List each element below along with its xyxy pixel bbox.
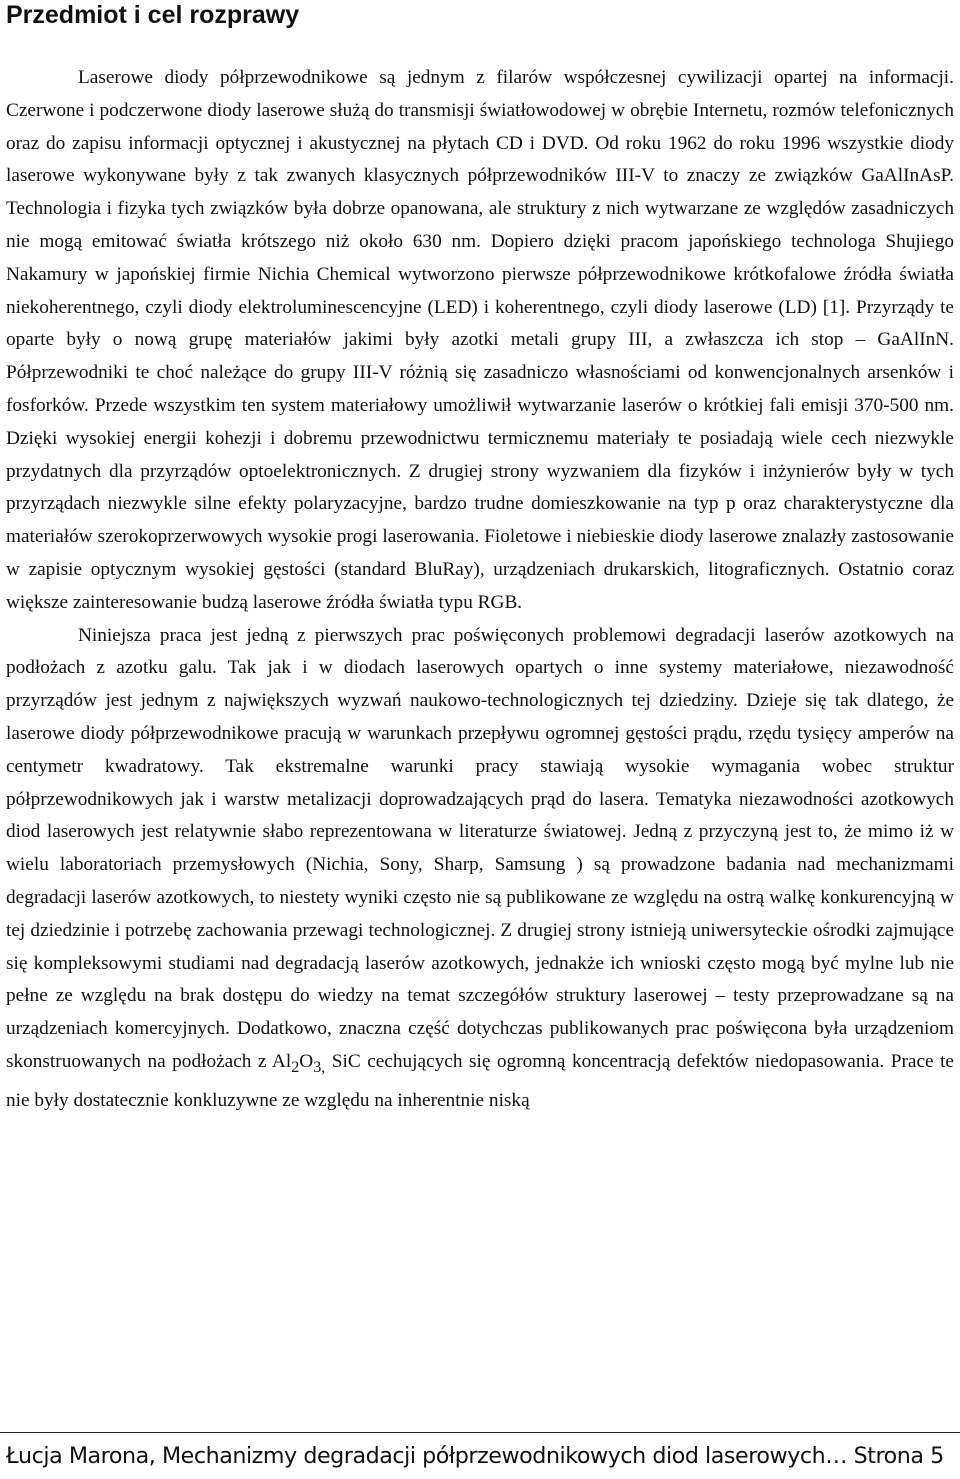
paragraph-2-text-end: SiC cechujących się ogromną koncentracją defektów niedopasowania. Prace te nie były dostatecznie konkluzywne ze względu na inherentnie niską	[6, 1050, 954, 1111]
section-heading: Przedmiot i cel rozprawy	[6, 1, 300, 29]
formula-sub-3: 3,	[313, 1058, 326, 1076]
formula-al2o3	[271, 1050, 326, 1076]
footer-text: Łucja Marona, Mechanizmy degradacji półprzewodnikowych diod laserowych… Strona 5	[6, 1443, 944, 1469]
paragraph-2-text: Niniejsza praca jest jedną z pierwszych prac poświęconych problemowi degradacji laserów azotkowych na podłożach z azotku galu. Tak jak i w diodach laserowych opartych o inne systemy materiałowe, niezawodność przyrządów jest jednym z największych wyzwań naukowo-technologicznych tej dziedziny. Dzieje się tak dlatego, że laserowe diody półprzewodnikowe pracują w warunkach przepływu ogromnej gęstości prądu, rzędu tysięcy amperów na centymetr kwadratowy. Tak ekstremalne warunki pracy stawiają wysokie wymagania wobec struktur półprzewodnikowych jak i warstw metalizacji doprowadzających prąd do lasera. Tematyka niezawodności azotkowych diod laserowych jest relatywnie słabo reprezentowana w literaturze światowej. Jedną z przyczyną jest to, że mimo iż w wielu laboratoriach przemysłowych (Nichia, Sony, Sharp, Samsung ) są prowadzone badania nad mechanizmami degradacji laserów azotkowych, to niestety wyniki często nie są publikowane ze względu na ostrą walkę konkurencyjną w tej dziedzinie i potrzebę zachowania przewagi technologicznej. Z drugiej strony istnieją uniwersyteckie ośrodki zajmujące się kompleksowymi studiami nad degradacją laserów azotkowych, jednakże ich wnioski często mogą być mylne lub nie pełne ze względu na brak dostępu do wiedzy na temat szczegółów struktury laserowej – testy przeprowadzane są na urządzeniach komercyjnych. Dodatkowo, znaczna część dotychczas publikowanych prac poświęcona była urządzeniom skonstruowanych na podłożach z	[6, 624, 954, 1072]
page-footer	[0, 1432, 960, 1470]
paragraph-1-text: Laserowe diody półprzewodnikowe są jednym z filarów współczesnej cywilizacji opartej na informacji. Czerwone i podczerwone diody laserowe służą do transmisji światłowodowej w obrębie Internetu, rozmów telefonicznych oraz do zapisu informacji optycznej i akustycznej na płytach CD i DVD. Od roku 1962 do roku 1996 wszystkie diody laserowe wykonywane były z tak zwanych klasycznych półprzewodników III-V to znaczy ze związków GaAlInAsP. Technologia i fizyka tych związków była dobrze opanowana, ale struktury z nich wytwarzane ze względów zasadniczych nie mogą emitować światła krótszego niż około 630 nm. Dopiero dzięki pracom japońskiego technologa Shujiego Nakamury w japońskiej firmie Nichia Chemical wytworzono pierwsze półprzewodnikowe krótkofalowe źródła światła niekoherentnego, czyli diody elektroluminescencyjne (LED) i koherentnego, czyli diody laserowe (LD) [1]. Przyrządy te oparte były o nową grupę materiałów jakimi były azotki metali grupy III, a zwłaszcza ich stop – GaAlInN. Półprzewodniki te choć należące do grupy III-V różnią się zasadniczo własnościami od konwencjonalnych arsenków i fosforków. Przede wszystkim ten system materiałowy umożliwił wytwarzanie laserów o krótkiej fali emisji 370-500 nm. Dzięki wysokiej energii kohezji i dobremu przewodnictwu termicznemu materiały te posiadają wiele cech niezwykle przydatnych dla przyrządów optoelektronicznych. Z drugiej strony wyzwaniem dla fizyków i inżynierów były w tych przyrządach niezwykle silne efekty polaryzacyjne, bardzo trudne domieszkowanie na typ p oraz charakterystyczne dla materiałów szerokoprzerwowych wysokie progi laserowania. Fioletowe i niebieskie diody laserowe znalazły zastosowanie w zapisie optycznym wysokiej gęstości (standard BluRay), urządzeniach drukarskich, litograficznych. Ostatnio coraz większe zainteresowanie budzą laserowe źródła światła typu RGB.	[6, 67, 954, 613]
formula-sub-2: 2	[291, 1058, 300, 1076]
formula-base-o: O	[299, 1050, 314, 1072]
formula-base-al: Al	[271, 1050, 292, 1072]
document-page	[6, 0, 954, 1117]
paragraph-1	[6, 62, 954, 620]
body-text	[6, 62, 954, 1117]
paragraph-2	[6, 620, 954, 1118]
